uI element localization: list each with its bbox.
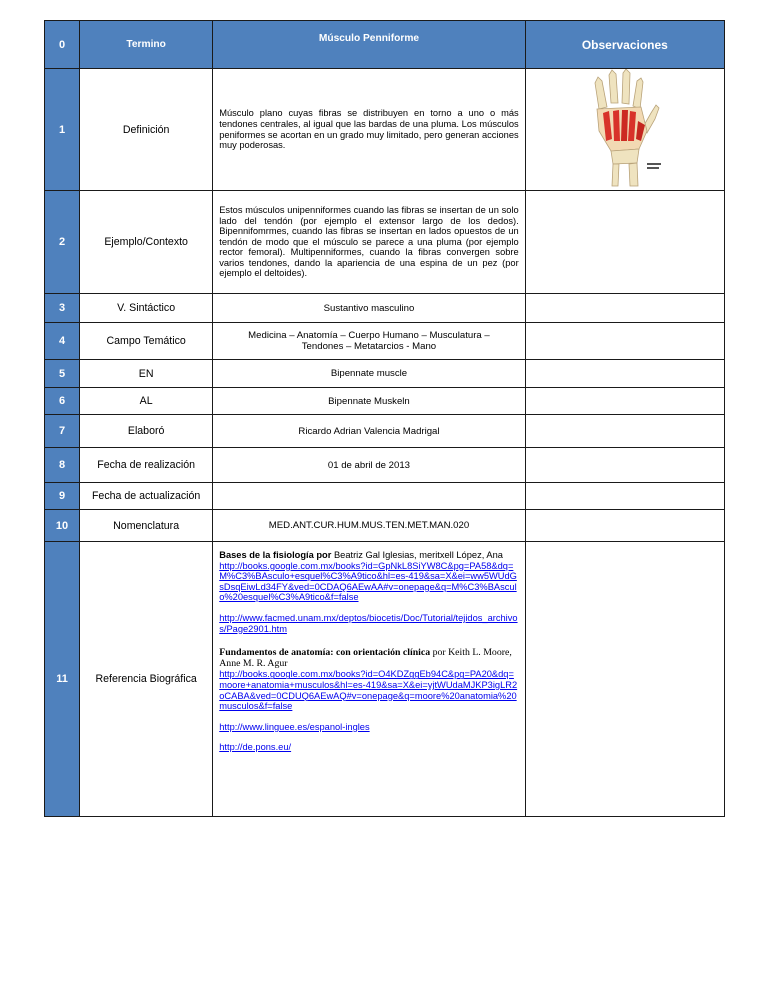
reference-1-title: Bases de la fisiología por [219,550,332,560]
reference-4 [219,722,518,733]
row-term: Fecha de actualización [80,483,213,510]
row-num: 5 [45,360,80,388]
reference-1-link[interactable]: http://books.google.com.mx/books?id=GpNkL8SiYW8C&pg=PA58&dq=M%C3%BAsculo+esquel%C3%A9tico&hl=es-419&sa=X&ei=ww5WUdGsDsqEiwLd34FY&ved=0CDAQ6AEwAA#v=onepage&q=M%C3%BAsculo%20esquel%C3%A9tico&f=false [219,560,517,603]
row-term: Elaboró [80,415,213,448]
header-row [45,21,725,69]
row-value: Bipennate muscle [213,360,525,388]
row-term: Campo Temático [80,323,213,360]
hand-muscle-illustration-icon [585,69,665,187]
table-row [45,542,725,817]
row-num: 10 [45,510,80,542]
table-row [45,510,725,542]
reference-5-link[interactable]: http://de.pons.eu/ [219,742,292,753]
row-value [213,483,525,510]
header-observaciones: Observaciones [525,21,724,69]
row-term: Referencia Biográfica [80,542,213,817]
row-observation [525,448,724,483]
row-observation [525,542,724,817]
reference-3-title: Fundamentos de anatomía: con orientación clínica [219,647,431,659]
row-term: Ejemplo/Contexto [80,191,213,294]
reference-3 [219,648,518,712]
table-row [45,294,725,323]
reference-1 [219,550,518,603]
row-observation [525,360,724,388]
row-value: 01 de abril de 2013 [213,448,525,483]
row-num: 3 [45,294,80,323]
reference-1-authors: Beatriz Gal Iglesias, meritxell López, Ana [331,550,503,560]
reference-3-by: por [430,647,449,659]
row-term: EN [80,360,213,388]
table-row [45,388,725,415]
row-term: Fecha de realización [80,448,213,483]
row-num: 9 [45,483,80,510]
table-row [45,323,725,360]
row-term: V. Sintáctico [80,294,213,323]
row-num: 4 [45,323,80,360]
row-observation [525,510,724,542]
row-value: Músculo plano cuyas fibras se distribuyen en torno a uno o más tendones centrales, al igual que las bardas de una pluma. Los músculos peniformes se acortan en un grado muy limitado, pero generan acciones muy poderosas. [213,69,525,191]
reference-3-link[interactable]: http://books.google.com.mx/books?id=O4KDZggEb94C&pg=PA20&dq=moore+anatomia+musculos&hl=es-419&sa=X&ei=yjtWUdaMJKP3igLR2oCABA&ved=0CDUQ6AEwAQ#v=onepage&q=moore%20anatomia%20musculos&f=false [219,669,518,712]
row-num: 6 [45,388,80,415]
row-term: AL [80,388,213,415]
table-row [45,448,725,483]
row-num: 2 [45,191,80,294]
row-value: Sustantivo masculino [213,294,525,323]
row-value: MED.ANT.CUR.HUM.MUS.TEN.MET.MAN.020 [213,510,525,542]
header-musculo: Músculo Penniforme [213,21,525,69]
observation-image [525,69,724,191]
row-num: 11 [45,542,80,817]
table-row [45,483,725,510]
row-term: Nomenclatura [80,510,213,542]
row-num: 7 [45,415,80,448]
row-observation [525,323,724,360]
row-observation [525,388,724,415]
table-row [45,191,725,294]
row-value: Bipennate Muskeln [213,388,525,415]
row-num: 1 [45,69,80,191]
table-row [45,360,725,388]
reference-2 [219,613,518,634]
reference-4-link[interactable]: http://www.linguee.es/espanol-ingles [219,721,370,732]
references-cell [213,542,525,817]
row-value: Ricardo Adrian Valencia Madrigal [213,415,525,448]
terminology-table [44,20,725,817]
table-row [45,69,725,191]
row-observation [525,415,724,448]
row-observation [525,294,724,323]
row-num: 8 [45,448,80,483]
reference-2-link[interactable]: http://www.facmed.unam.mx/deptos/biocetis/Doc/Tutorial/tejidos_archivos/Page2901.htm [219,612,518,634]
header-termino: Termino [80,21,213,69]
row-value: Medicina – Anatomía – Cuerpo Humano – Musculatura – Tendones – Metatarcios - Mano [213,323,525,360]
header-num: 0 [45,21,80,69]
row-value: Estos músculos unipenniformes cuando las fibras se insertan de un solo lado del tendón (por ejemplo el extensor largo de los dedos). Bipennifomrmes, cuando las fibras se insertan en lados opuestos de un tendón de modo que el músculo se parece a una pluma (por ejemplo rector femoral). Multipenniformes, cuando la fibras convergen sobre varios tendones, dando la apariencia de una espina de un pez (por ejemplo el deltoides). [213,191,525,294]
reference-5 [219,742,518,753]
row-observation [525,191,724,294]
row-term: Definición [80,69,213,191]
table-row [45,415,725,448]
row-observation [525,483,724,510]
reference-3-authors: Keith L. Moore, Anne M. R. Agur [219,647,512,669]
